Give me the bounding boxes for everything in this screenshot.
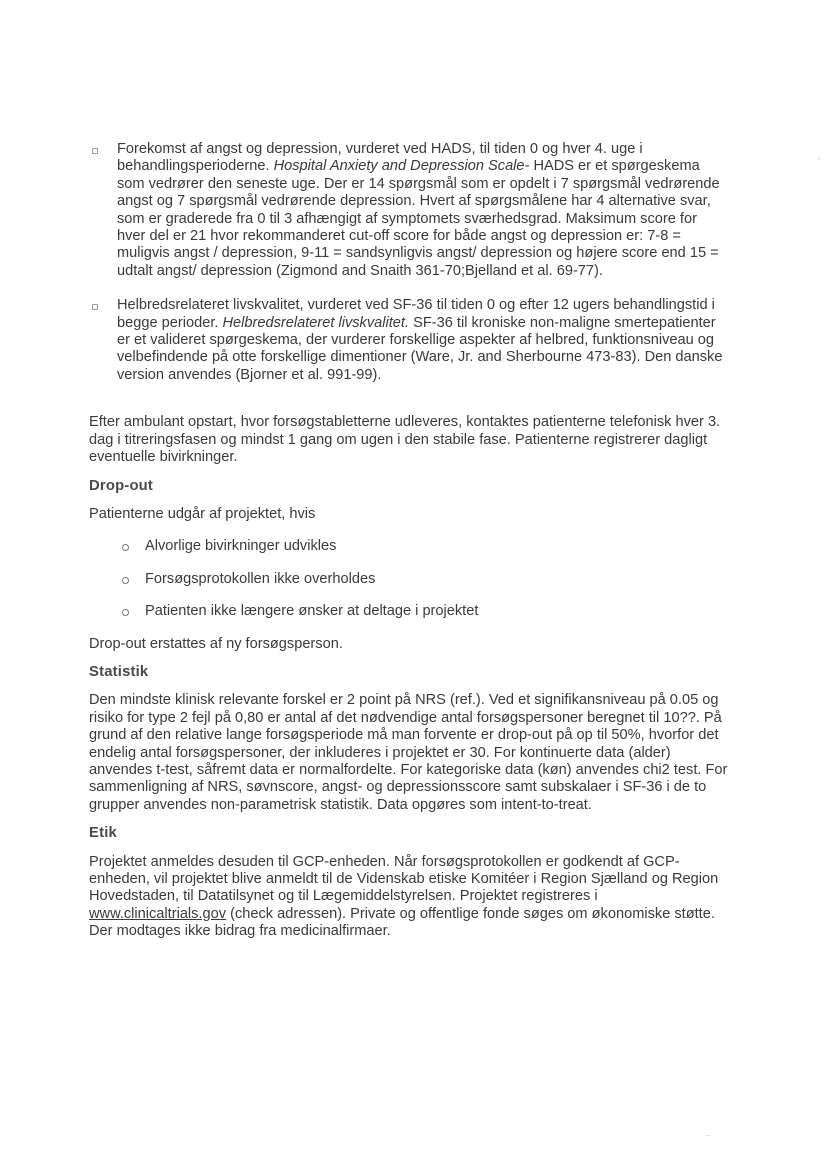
circle-bullet-icon	[122, 609, 129, 616]
dropout-outro: Drop-out erstattes af ny forsøgsperson.	[89, 635, 343, 652]
clinicaltrials-link[interactable]: www.clinicaltrials.gov	[89, 905, 227, 922]
bullet-hads	[89, 141, 729, 280]
etik-text: Projektet anmeldes desuden til GCP-enheden. Når forsøgsprotokollen er godkendt af GCP-enheden, vil projektet blive anmeldt til de Videnskab etiske Komitéer i Region Sjælland og Region Hovedstaden, til Datatilsynet og til Lægemiddelstyrelsen. Projektet registreres i www.clinicaltrials.gov (check adressen). Private og offentlige fonde søges om økonomiske støtte. Der modtages ikke bidrag fra medicinalfirmaer.	[89, 853, 719, 940]
statistik-text: Den mindste klinisk relevante forskel er 2 point på NRS (ref.). Ved et signifikansniveau på 0.05 og risiko for type 2 fejl på 0,80 er antal af det nødvendige antal forsøgspersoner beregnet til 10??. På grund af den relative lange forsøgsperiode må man forvente er drop-out på op til 50%, hvorfor det endelig antal forsøgspersoner, der inkluderes i projektet er 30. For kontinuerte data (alder) anvendes t-test, såfremt data er normalfordelte. For kategoriske data (køn) anvendes chi2 test. For sammenligning af NRS, søvnscore, angst- og depressionsscore samt subskalaer i SF-36 i de to grupper anvendes non-parametrisk statistik. Data opgøres som intent-to-treat.	[89, 692, 728, 813]
dropout-intro: Patienterne udgår af projektet, hvis	[89, 505, 316, 522]
scan-mark: '	[818, 156, 820, 166]
list-item: Alvorlige bivirkninger udvikles	[89, 538, 729, 555]
etik-heading: Etik	[89, 825, 117, 842]
scan-mark: ··	[705, 1131, 711, 1140]
bullet-hads-text: Forekomst af angst og depression, vurderet ved HADS, til tiden 0 og hver 4. uge i behandlingsperioderne. Hospital Anxiety and Depression Scale- HADS er et spørgeskema som vedrører den seneste uge. Der er 14 spørgsmål som er opdelt i 7 spørgsmål vedrørende angst og 7 spørgsmål vedrørende depression. Hvert af spørgsmålene har 4 alternative svar, som er graderede fra 0 til 3 afhængigt af symptomets sværhedsgrad. Maksimum score for hver del er 21 hvor rekommanderet cut-off score for både angst og depression er: 7-8 = muligvis angst / depression, 9-11 = sandsynligvis angst/ depression og højere score end 15 = udtalt angst/ depression (Zigmond and Snaith 361-70;Bjelland et al. 69-77).	[117, 141, 720, 279]
statistik-heading: Statistik	[89, 663, 149, 680]
document-body	[89, 141, 729, 952]
ambulant-paragraph: Efter ambulant opstart, hvor forsøgstabletterne udleveres, kontaktes patienterne telefonisk hver 3. dag i titreringsfasen og mindst 1 gang om ugen i den stabile fase. Patienterne registrerer dagligt eventuelle bivirkninger.	[89, 414, 721, 466]
list-item: Forsøgsprotokollen ikke overholdes	[89, 571, 729, 588]
list-item: Patienten ikke længere ønsker at deltage i projektet	[89, 603, 729, 620]
bullet-sf36	[89, 297, 729, 384]
bullet-sf36-text: Helbredsrelateret livskvalitet, vurderet ved SF-36 til tiden 0 og efter 12 ugers behandlingstid i begge perioder. Helbredsrelateret livskvalitet. SF-36 til kroniske non-maligne smertepatienter er et valideret spørgeskema, der vurderer forskellige aspekter af helbred, funktionsniveau og velbefindende på otte forskellige dimentioner (Ware, Jr. and Sherbourne 473-83). Den danske version anvendes (Bjorner et al. 991-99).	[117, 297, 723, 383]
dropout-list	[89, 538, 729, 620]
dropout-heading: Drop-out	[89, 477, 154, 494]
circle-bullet-icon	[122, 544, 129, 551]
square-bullet-icon	[92, 304, 98, 310]
circle-bullet-icon	[122, 577, 129, 584]
square-bullet-icon	[92, 148, 98, 154]
